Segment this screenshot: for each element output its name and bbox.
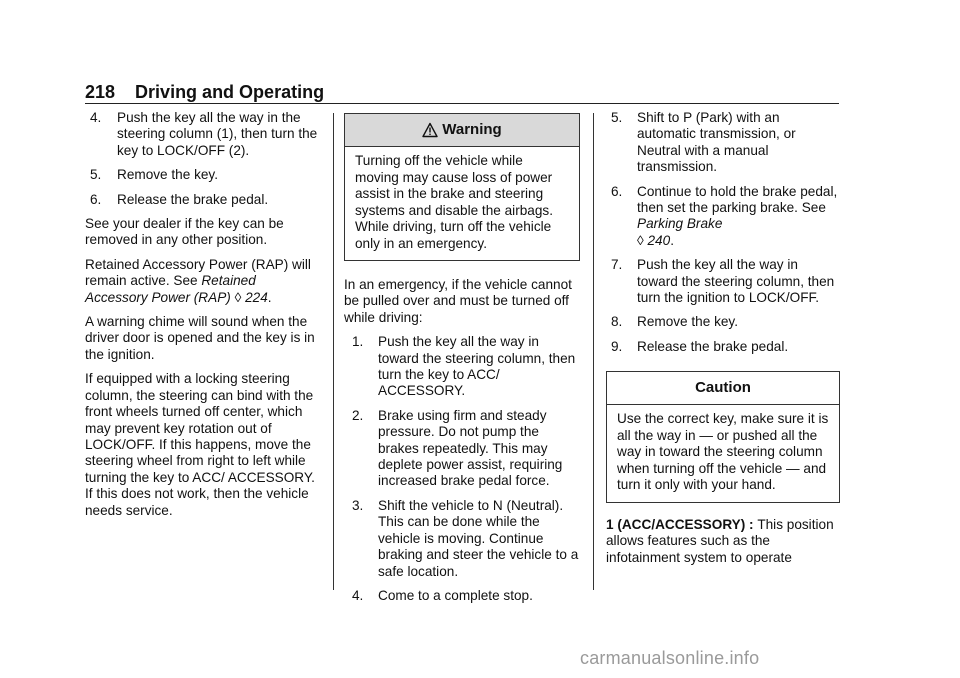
list-item: 2. Brake using firm and steady pressure. Do not pump the brakes repeatedly. This may deplete power assist, requiring increased brake pedal force. — [352, 407, 563, 489]
list-item: 3. Shift the vehicle to N (Neutral). This can be done while the vehicle is moving. Continue braking and steer the vehicle to a safe location. — [352, 497, 579, 579]
list-item: 4. Come to a complete stop. — [352, 587, 533, 603]
cross-reference-link[interactable]: Parking Brake — [637, 216, 723, 232]
warning-text: Turning off the vehicle while moving may cause loss of power assist in the brake and steering systems and disable the airbags. While driving, turn off the vehicle only in an emergency. — [355, 153, 553, 251]
column-divider — [333, 113, 334, 590]
section-title: Driving and Operating — [135, 82, 325, 102]
watermark: carmanualsonline.info — [580, 648, 760, 668]
column-divider — [593, 113, 594, 590]
warning-icon — [422, 122, 438, 138]
page-ref-icon: ◊ — [637, 232, 644, 248]
list-item: 4. Push the key all the way in the steering column (1), then turn the key to LOCK/OFF (2). — [90, 110, 318, 158]
column-1 — [85, 110, 320, 527]
list-item: 9. Release the brake pedal. — [611, 338, 789, 354]
paragraph: A warning chime will sound when the driver door is opened and the key is in the ignition. — [85, 314, 315, 362]
list-item: 1. Push the key all the way in toward the steering column, then turn the key to ACC/ ACCESSORY. — [352, 334, 576, 399]
page-ref-number[interactable]: 240 — [647, 232, 671, 248]
caution-title: Caution — [695, 379, 751, 397]
list-item: 7. Push the key all the way in toward the steering column, then turn the ignition to LOCK/OFF. — [611, 257, 835, 306]
warning-box — [344, 113, 580, 261]
column-3 — [606, 110, 840, 566]
paragraph: Retained Accessory Power (RAP) will remain active. See Retained Accessory Power (RAP) ◊ 224. — [85, 256, 311, 305]
paragraph: If equipped with a locking steering column, the steering can bind with the front wheels turned off center, which may prevent key rotation out of LOCK/OFF. If this happens, move the steering wheel from right to left while turning the key to ACC/ ACCESSORY. If this does not work, then the vehicle needs service. — [85, 371, 315, 518]
page-number: 218 — [85, 82, 116, 102]
list-item: 6. Release the brake pedal. — [90, 191, 269, 207]
header-rule — [85, 103, 839, 104]
list-item: 5. Shift to P (Park) with an automatic transmission, or Neutral with a manual transmission. — [611, 110, 796, 175]
page-ref-icon: ◊ — [234, 289, 242, 305]
cross-reference-link[interactable]: Retained Accessory Power (RAP) — [85, 273, 256, 305]
paragraph: See your dealer if the key can be removed in any other position. — [85, 216, 284, 248]
paragraph: 1 (ACC/ACCESSORY) : This position allows features such as the infotainment system to operate — [606, 516, 834, 565]
list-item: 6. Continue to hold the brake pedal, then set the parking brake. See Parking Brake ◊ 240. — [611, 183, 838, 248]
caution-header — [607, 372, 839, 405]
list-item: 8. Remove the key. — [611, 314, 738, 330]
caution-text: Use the correct key, make sure it is all the way in — or pushed all the way in toward the steering column when turning off the vehicle — and turn it only with your hand. — [617, 411, 829, 493]
caution-box — [606, 371, 840, 503]
term-label: 1 (ACC/ACCESSORY) : — [606, 516, 758, 532]
warning-header — [345, 114, 579, 147]
paragraph: In an emergency, if the vehicle cannot be pulled over and must be turned off while driving: — [344, 277, 572, 325]
page-ref-number[interactable]: 224 — [245, 289, 268, 305]
warning-title: Warning — [442, 121, 502, 138]
list-item: 5. Remove the key. — [90, 167, 218, 183]
column-2 — [344, 110, 580, 612]
